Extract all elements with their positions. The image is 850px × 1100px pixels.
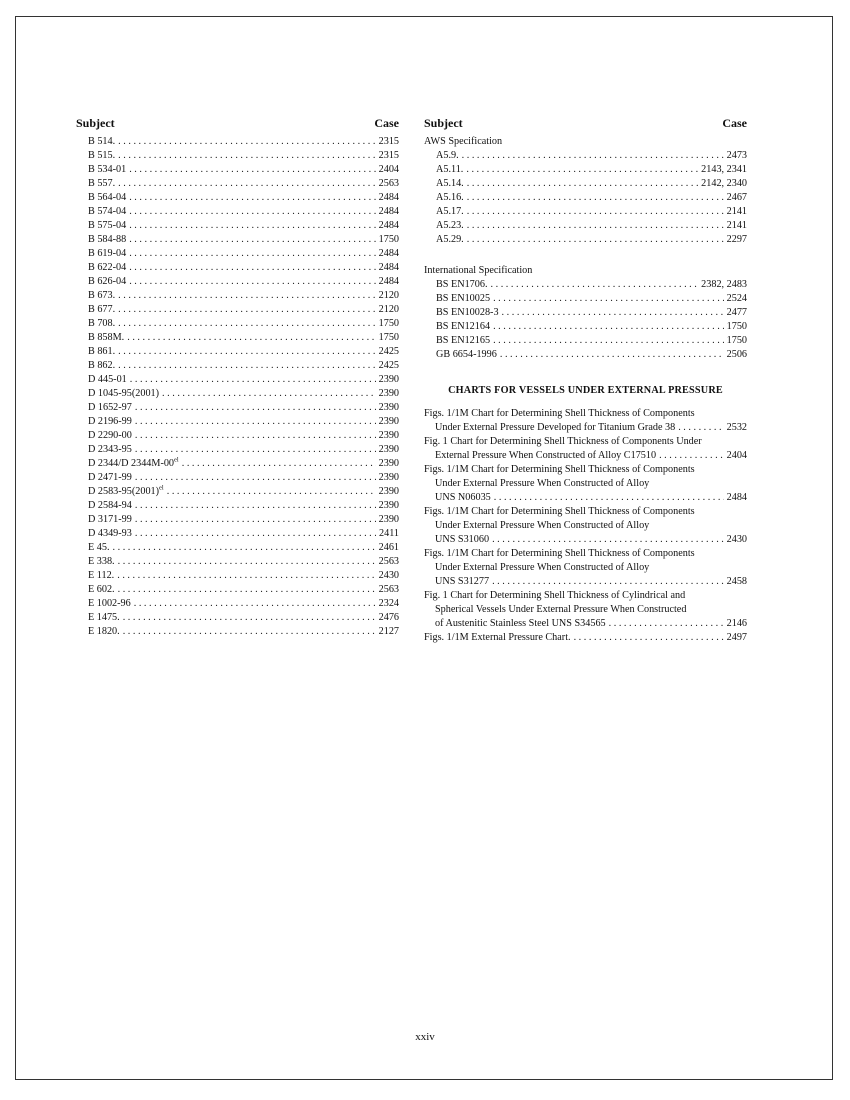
- dot-leader: [129, 191, 375, 205]
- entry-subject: BS EN12164: [436, 321, 491, 332]
- entry-case-number: 1750: [726, 321, 747, 332]
- entry-case-number: 2142, 2340: [701, 178, 747, 189]
- entry-case-number: 2390: [378, 458, 399, 469]
- entry-case-number: 2120: [378, 290, 399, 301]
- dot-leader: [129, 219, 375, 233]
- dot-leader: [118, 359, 375, 373]
- dot-leader: [467, 233, 724, 247]
- dot-leader: [466, 163, 698, 177]
- dot-leader: [135, 401, 376, 415]
- entry-case-number: 2461: [378, 542, 399, 553]
- entry-subject: B 861.: [88, 346, 116, 357]
- index-entry: [424, 205, 747, 219]
- chart-entry: [424, 435, 747, 463]
- chart-entry-last-line: [424, 631, 747, 645]
- dot-leader: [502, 306, 724, 320]
- entry-subject: B 564-04: [88, 192, 127, 203]
- entry-case-number: 2411: [379, 528, 399, 539]
- index-entry: [76, 135, 399, 149]
- entry-subject: B 515.: [88, 150, 116, 161]
- chart-entry-case-number: 2404: [726, 450, 747, 461]
- dot-leader: [500, 348, 724, 362]
- right-column: [424, 109, 747, 645]
- entry-case-number: 2484: [378, 220, 399, 231]
- entry-case-number: 2390: [378, 416, 399, 427]
- index-entry: [76, 443, 399, 457]
- entry-subject: A5.14.: [436, 178, 464, 189]
- chart-entry-last-line: [424, 533, 747, 547]
- entry-subject: D 2343-95: [88, 444, 132, 455]
- entry-case-number: 2297: [726, 234, 747, 245]
- dot-leader: [135, 443, 376, 457]
- dot-leader: [162, 387, 376, 401]
- entry-case-number: 2484: [378, 262, 399, 273]
- index-entry: [76, 289, 399, 303]
- entry-case-number: 2143, 2341: [701, 164, 747, 175]
- right-column-header: [424, 109, 747, 131]
- chart-entry-line: Under External Pressure When Constructed of Alloy: [435, 478, 650, 489]
- entry-case-number: 2315: [378, 136, 399, 147]
- index-entry: [424, 177, 747, 191]
- dot-leader: [678, 421, 723, 435]
- dot-leader: [129, 275, 375, 289]
- entry-case-number: 1750: [378, 332, 399, 343]
- dot-leader: [609, 617, 724, 631]
- entry-case-number: 1750: [378, 318, 399, 329]
- case-heading: Case: [374, 116, 399, 130]
- index-entry: [76, 345, 399, 359]
- entry-subject: D $2583-95(2001)^{el}$: [88, 484, 164, 497]
- left-column: [76, 109, 399, 639]
- index-entry: [424, 163, 747, 177]
- entry-subject: B 708.: [88, 318, 116, 329]
- dot-leader: [493, 292, 724, 306]
- dot-leader: [659, 449, 724, 463]
- chart-entry-line: Under External Pressure When Constructed of Alloy: [435, 520, 650, 531]
- entry-case-number: 2390: [378, 444, 399, 455]
- entry-subject: B 858M.: [88, 332, 125, 343]
- dot-leader: [574, 631, 724, 645]
- chart-entry-last-line: [424, 575, 747, 589]
- index-entry: [76, 541, 399, 555]
- chart-entry-line: Figs. 1/1M Chart for Determining Shell Thickness of Components: [424, 506, 695, 517]
- index-entry: [76, 261, 399, 275]
- index-entry: [424, 334, 747, 348]
- entry-subject: B 626-04: [88, 276, 127, 287]
- dot-leader: [493, 334, 724, 348]
- entry-subject: B 534-01: [88, 164, 127, 175]
- index-entry: [424, 233, 747, 247]
- index-entry: [76, 569, 399, 583]
- entry-case-number: 2484: [378, 192, 399, 203]
- dot-leader: [182, 457, 376, 471]
- index-entry: [424, 306, 747, 320]
- chart-entry-line: Spherical Vessels Under External Pressure When Constructed: [435, 604, 687, 615]
- aws-entry-list: [424, 149, 747, 247]
- dot-leader: [127, 331, 375, 345]
- chart-entry-case-number: 2430: [726, 534, 747, 545]
- entry-subject: D 1045-95(2001): [88, 388, 160, 399]
- entry-subject: E 1820.: [88, 626, 120, 637]
- chart-entry: [424, 631, 747, 645]
- index-entry: [424, 149, 747, 163]
- dot-leader: [135, 499, 376, 513]
- chart-entry-text: UNS S31060: [435, 534, 490, 545]
- index-entry: [76, 499, 399, 513]
- entry-case-number: 2477: [726, 307, 747, 318]
- entry-subject: A5.17.: [436, 206, 464, 217]
- index-entry: [424, 278, 747, 292]
- chart-entry-case-number: 2458: [726, 576, 747, 587]
- index-entry: [76, 317, 399, 331]
- index-entry: [76, 219, 399, 233]
- dot-leader: [118, 289, 375, 303]
- dot-leader: [467, 219, 724, 233]
- dot-leader: [129, 163, 375, 177]
- entry-case-number: 1750: [378, 234, 399, 245]
- entry-subject: B 557.: [88, 178, 116, 189]
- dot-leader: [118, 135, 375, 149]
- chart-entry-line: Under External Pressure When Constructed of Alloy: [435, 562, 650, 573]
- dot-leader: [130, 373, 376, 387]
- entry-case-number: 2506: [726, 349, 747, 360]
- index-entry: [76, 191, 399, 205]
- chart-entry-text: UNS N06035: [435, 492, 491, 503]
- dot-leader: [493, 320, 724, 334]
- subject-heading: Subject: [76, 116, 115, 130]
- chart-entry-last-line: [424, 449, 747, 463]
- chart-entry-last-line: [424, 617, 747, 631]
- index-entry: [76, 177, 399, 191]
- entry-case-number: 2430: [378, 570, 399, 581]
- entry-subject: D 2196-99: [88, 416, 132, 427]
- index-entry: [76, 275, 399, 289]
- entry-case-number: 2524: [726, 293, 747, 304]
- dot-leader: [118, 303, 375, 317]
- entry-case-number: 2390: [378, 514, 399, 525]
- index-entry: [76, 401, 399, 415]
- entry-subject: E 45.: [88, 542, 110, 553]
- entry-case-number: 2127: [378, 626, 399, 637]
- dot-leader: [492, 575, 724, 589]
- entry-case-number: 2390: [378, 388, 399, 399]
- entry-subject: B 862.: [88, 360, 116, 371]
- index-entry: [76, 527, 399, 541]
- entry-subject: A5.11.: [436, 164, 464, 175]
- index-entry: [424, 219, 747, 233]
- index-entry: [76, 611, 399, 625]
- entry-case-number: 2390: [378, 472, 399, 483]
- case-heading: Case: [722, 116, 747, 130]
- entry-subject: A5.23.: [436, 220, 464, 231]
- index-entry: [76, 247, 399, 261]
- index-entry: [76, 597, 399, 611]
- chart-entry-line: Fig. 1 Chart for Determining Shell Thickness of Cylindrical and: [424, 590, 686, 601]
- index-entry: [76, 359, 399, 373]
- entry-subject: D 2471-99: [88, 472, 132, 483]
- dot-leader: [129, 261, 375, 275]
- dot-leader: [135, 471, 376, 485]
- index-entry: [76, 233, 399, 247]
- entry-subject: D 2290-00: [88, 430, 132, 441]
- index-entry: [76, 373, 399, 387]
- chart-entry-text: of Austenitic Stainless Steel UNS S34565: [435, 618, 606, 629]
- entry-case-number: 2484: [378, 276, 399, 287]
- index-entry: [76, 583, 399, 597]
- entry-subject: B 622-04: [88, 262, 127, 273]
- entry-case-number: 2404: [378, 164, 399, 175]
- index-entry: [424, 292, 747, 306]
- entry-case-number: 2382, 2483: [701, 279, 747, 290]
- chart-entry-line: Fig. 1 Chart for Determining Shell Thickness of Components Under: [424, 436, 702, 447]
- dot-leader: [123, 611, 376, 625]
- charts-entry-list: [424, 407, 747, 645]
- entry-subject: GB 6654-1996: [436, 349, 497, 360]
- entry-subject: B 619-04: [88, 248, 127, 259]
- entry-case-number: 2120: [378, 304, 399, 315]
- dot-leader: [129, 233, 375, 247]
- chart-entry: [424, 505, 747, 547]
- dot-leader: [135, 513, 376, 527]
- entry-case-number: 2390: [378, 500, 399, 511]
- chart-entry: [424, 463, 747, 505]
- entry-case-number: 2563: [378, 584, 399, 595]
- index-entry: [424, 348, 747, 362]
- chart-entry-line: Figs. 1/1M Chart for Determining Shell Thickness of Components: [424, 548, 695, 559]
- entry-subject: E 338.: [88, 556, 115, 567]
- entry-subject: BS EN10028-3: [436, 307, 499, 318]
- dot-leader: [135, 415, 376, 429]
- entry-case-number: 2425: [378, 346, 399, 357]
- dot-leader: [118, 555, 376, 569]
- entry-subject: E 1475.: [88, 612, 120, 623]
- chart-entry-last-line: [424, 491, 747, 505]
- entry-subject: B 514.: [88, 136, 116, 147]
- aws-specification-title: AWS Specification: [424, 136, 503, 147]
- chart-entry-text: UNS S31277: [435, 576, 490, 587]
- entry-superscript: el: [159, 484, 164, 492]
- entry-case-number: 2390: [378, 486, 399, 497]
- index-entry: [76, 625, 399, 639]
- chart-entry-case-number: 2497: [726, 632, 747, 643]
- entry-subject: A5.9.: [436, 150, 459, 161]
- subject-heading: Subject: [424, 116, 463, 130]
- entry-case-number: 2563: [378, 178, 399, 189]
- dot-leader: [167, 485, 376, 499]
- entry-subject: E 602.: [88, 584, 115, 595]
- dot-leader: [129, 205, 375, 219]
- entry-subject: D 445-01: [88, 374, 127, 385]
- dot-leader: [462, 149, 724, 163]
- chart-entry-line: Figs. 1/1M Chart for Determining Shell Thickness of Components: [424, 408, 695, 419]
- dot-leader: [118, 177, 375, 191]
- entry-case-number: 2390: [378, 430, 399, 441]
- dot-leader: [118, 149, 375, 163]
- left-entry-list: [76, 135, 399, 639]
- entry-subject: A5.29.: [436, 234, 464, 245]
- index-entry: [76, 331, 399, 345]
- index-entry: [76, 555, 399, 569]
- chart-entry-text: Figs. 1/1M External Pressure Chart.: [424, 632, 571, 643]
- entry-case-number: 2563: [378, 556, 399, 567]
- index-entry: [76, 205, 399, 219]
- dot-leader: [134, 597, 376, 611]
- international-entry-list: [424, 278, 747, 362]
- entry-case-number: 1750: [726, 335, 747, 346]
- index-entry: [76, 149, 399, 163]
- entry-case-number: 2473: [726, 150, 747, 161]
- dot-leader: [467, 191, 724, 205]
- entry-subject: D 4349-93: [88, 528, 132, 539]
- chart-entry-text: External Pressure When Constructed of Alloy C17510: [435, 450, 657, 461]
- index-entry: [76, 429, 399, 443]
- dot-leader: [118, 317, 375, 331]
- index-entry: [76, 485, 399, 499]
- entry-case-number: 2467: [726, 192, 747, 203]
- entry-case-number: 2484: [378, 206, 399, 217]
- index-entry: [76, 415, 399, 429]
- chart-entry-case-number: 2484: [726, 492, 747, 503]
- entry-superscript: el: [174, 456, 179, 464]
- entry-case-number: 2425: [378, 360, 399, 371]
- dot-leader: [491, 278, 699, 292]
- entry-subject: B 584-88: [88, 234, 127, 245]
- entry-case-number: 2324: [378, 598, 399, 609]
- index-entry: [76, 387, 399, 401]
- index-entry: [424, 191, 747, 205]
- entry-subject: E 112.: [88, 570, 115, 581]
- left-column-header: [76, 109, 399, 131]
- entry-subject: B 677.: [88, 304, 116, 315]
- chart-entry-line: Figs. 1/1M Chart for Determining Shell Thickness of Components: [424, 464, 695, 475]
- chart-entry-last-line: [424, 421, 747, 435]
- entry-subject: A5.16.: [436, 192, 464, 203]
- dot-leader: [113, 541, 376, 555]
- dot-leader: [118, 583, 376, 597]
- chart-entry: [424, 589, 747, 631]
- dot-leader: [135, 527, 376, 541]
- dot-leader: [135, 429, 376, 443]
- entry-subject: E 1002-96: [88, 598, 131, 609]
- entry-subject: D 1652-97: [88, 402, 132, 413]
- entry-subject: D 2584-94: [88, 500, 132, 511]
- chart-entry-case-number: 2146: [726, 618, 747, 629]
- entry-case-number: 2390: [378, 374, 399, 385]
- dot-leader: [118, 345, 375, 359]
- entry-case-number: 2476: [378, 612, 399, 623]
- index-entry: [76, 457, 399, 471]
- entry-subject: B 574-04: [88, 206, 127, 217]
- entry-subject: B 575-04: [88, 220, 127, 231]
- chart-entry: [424, 407, 747, 435]
- index-entry: [76, 513, 399, 527]
- entry-subject: BS EN12165: [436, 335, 491, 346]
- index-entry: [76, 303, 399, 317]
- index-entry: [424, 320, 747, 334]
- dot-leader: [123, 625, 376, 639]
- entry-subject: B 673.: [88, 290, 116, 301]
- chart-entry-text: Under External Pressure Developed for Titanium Grade 38: [435, 422, 676, 433]
- entry-subject: BS EN1706.: [436, 279, 488, 290]
- entry-case-number: 2141: [726, 220, 747, 231]
- dot-leader: [467, 177, 698, 191]
- international-specification-title: International Specification: [424, 265, 533, 276]
- index-entry: [76, 471, 399, 485]
- dot-leader: [129, 247, 375, 261]
- entry-case-number: 2484: [378, 248, 399, 259]
- dot-leader: [117, 569, 375, 583]
- page-number: xxiv: [415, 1031, 435, 1043]
- dot-leader: [467, 205, 724, 219]
- entry-case-number: 2315: [378, 150, 399, 161]
- index-entry: [76, 163, 399, 177]
- dot-leader: [492, 533, 724, 547]
- entry-subject: BS EN10025: [436, 293, 491, 304]
- chart-entry-case-number: 2532: [726, 422, 747, 433]
- chart-entry: [424, 547, 747, 589]
- dot-leader: [494, 491, 724, 505]
- entry-case-number: 2390: [378, 402, 399, 413]
- charts-section-heading: CHARTS FOR VESSELS UNDER EXTERNAL PRESSURE: [448, 385, 723, 396]
- entry-case-number: 2141: [726, 206, 747, 217]
- entry-subject: D 2344/D $2344M-00^{el}$: [88, 456, 179, 469]
- entry-subject: D 3171-99: [88, 514, 132, 525]
